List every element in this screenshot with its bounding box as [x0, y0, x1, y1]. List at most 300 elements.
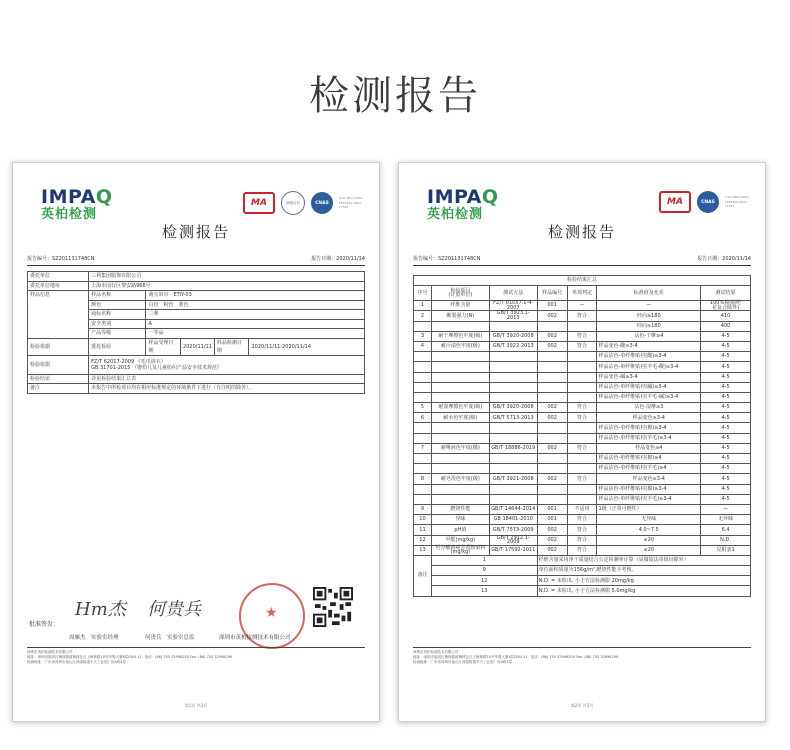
cert-text: ILAC MRA CNAS TESTING CNAS L7563 [725, 195, 749, 209]
table-cell [414, 423, 432, 433]
info-table [27, 271, 365, 394]
table-cell [489, 484, 537, 494]
table-cell: 4-5 [701, 433, 751, 443]
footer-divider [413, 647, 751, 648]
table-row [414, 362, 751, 372]
table-cell: 符合 [567, 535, 597, 545]
table-cell: 符合 [567, 413, 597, 423]
table-row [414, 504, 751, 514]
table-cell [537, 433, 567, 443]
table-cell: GB/T 3921-2008 [489, 474, 537, 484]
table-row [414, 535, 751, 545]
table-cell: 002 [537, 311, 567, 321]
table-cell: 002 [537, 474, 567, 484]
remark-no: 1 [431, 555, 537, 565]
table-cell: 4-5 [701, 331, 751, 341]
table-cell: 7 [414, 443, 432, 453]
signer-1: 周雁杰 实验室经理 [69, 635, 119, 641]
table-cell: 4-5 [701, 403, 751, 413]
table-cell: 4-5 [701, 352, 751, 362]
report-meta [413, 255, 751, 266]
table-row [414, 464, 751, 474]
stamp-star-icon: ★ [265, 605, 278, 621]
table-cell: 4.0~7.5 [597, 525, 701, 535]
table-cell: 6 [414, 413, 432, 423]
table-cell: 纬向≥180 [597, 321, 701, 331]
table-cell: 12 [414, 535, 432, 545]
sample-label: 样品信息 [28, 291, 89, 339]
table-cell [414, 392, 432, 402]
table-cell [537, 464, 567, 474]
table-cell: 符合 [567, 403, 597, 413]
cnas-icon: CNAS [311, 192, 333, 214]
table-cell: 002 [537, 341, 567, 351]
cma-mark-icon: MA [659, 191, 691, 213]
footer-line-3: 检测地址：广东省深圳市南山区西丽街道丰天工业园厂房A栋4层 [413, 660, 513, 664]
table-cell [431, 321, 489, 331]
table-cell: 耐皂洗色牢度(级) [431, 474, 489, 484]
table-row [414, 433, 751, 443]
table-cell [567, 352, 597, 362]
table-cell: 4-5 [701, 392, 751, 402]
footer-line-2: 地址：深圳市福田区梅林街道梅林社区上梅林路10号华骏大厦8层(804-1) 电话：(86) 755 32998200 Fax: (86) 755 32998299 [413, 655, 619, 659]
logo-cn: 英柏检测 [41, 207, 98, 222]
table-row [414, 392, 751, 402]
basis-label: 检验依据 [28, 338, 89, 355]
table-cell: 符合 [567, 341, 597, 351]
table-cell [567, 484, 597, 494]
cnas-seal-icon: 国家认可 [281, 191, 305, 215]
footer-line-1: 深圳市英柏检测技术有限公司 [413, 650, 459, 654]
test-date-label: 样品检测日期 [214, 338, 249, 355]
remark-text: 单位面积质量为156g/m²,燃烧性能不考核。 [537, 566, 750, 576]
page-number: 第2页 共3页 [570, 703, 594, 708]
table-cell [567, 423, 597, 433]
table-cell: 样品沾色-单纤维贴衬(酸)≥3-4 [597, 352, 701, 362]
footer-divider [27, 647, 365, 648]
table-cell [537, 392, 567, 402]
table-cell [414, 362, 432, 372]
remark-text: N.D. = 未检出, 小于方法检测限 20mg/kg [537, 576, 750, 586]
table-cell [567, 454, 597, 464]
table-row [414, 494, 751, 504]
remark-row [414, 566, 751, 576]
remark-text: 纤维含量采用净干质量结合公定回潮率计算（显微镜法单组份除外） [537, 555, 750, 565]
footer-line-1: 深圳市英柏检测技术有限公司 [27, 650, 73, 654]
table-cell: 沾色-干摩≥4 [597, 331, 701, 341]
table-cell [537, 484, 567, 494]
report-no-label: 报告编号： [413, 256, 439, 262]
report-date-label: 报告日期： [311, 256, 337, 262]
table-cell [489, 454, 537, 464]
table-cell: 9 [414, 504, 432, 514]
table-cell: 样品变色≥4 [597, 443, 701, 453]
table-cell: GB/T 17592-2011 [489, 545, 537, 555]
table-row [414, 311, 751, 321]
cert-marks [243, 191, 365, 215]
logo-en-q: Q [481, 186, 499, 208]
recv-label: 样品受理日期 [146, 338, 181, 355]
table-cell: 沾色-湿摩≥3 [597, 403, 701, 413]
table-row [414, 474, 751, 484]
table-cell: 样品变色≥3-4 [597, 413, 701, 423]
table-cell: 样品变色≥3-4 [597, 474, 701, 484]
brand-label: 商标名称 [89, 310, 146, 320]
table-cell [567, 362, 597, 372]
table-cell [414, 372, 432, 382]
table-cell: 002 [537, 525, 567, 535]
table-cell [489, 352, 537, 362]
grade-value: 一等品 [146, 329, 365, 339]
table-cell [567, 321, 597, 331]
color-value: 白色 粉色 蓝色 [146, 300, 365, 310]
table-row [414, 301, 751, 311]
col-header: 序号 [414, 286, 432, 301]
table-cell [537, 372, 567, 382]
name-value: 萌宝浴巾 ETIY-03 [146, 291, 365, 301]
table-cell: 样品沾色-单纤维贴衬(羊毛)≥4 [597, 464, 701, 474]
remark-no: 9 [431, 566, 537, 576]
table-cell: 4-5 [701, 464, 751, 474]
table-cell: 002 [537, 403, 567, 413]
remark-no: 13 [431, 586, 537, 596]
table-cell: 4-5 [701, 413, 751, 423]
cert-marks [659, 191, 751, 213]
table-cell: 4-5 [701, 474, 751, 484]
table-row [414, 372, 751, 382]
table-cell: 燃烧性能 [431, 504, 489, 514]
table-cell [567, 392, 597, 402]
cert-text: ILAC MRA CNAS TESTING CNAS L7563 [339, 196, 363, 210]
company-name: 深圳市英柏检测技术有限公司 [219, 635, 291, 641]
logo-en: IMPA [41, 186, 96, 208]
table-row [414, 341, 751, 351]
table-cell: N.D. [701, 535, 751, 545]
table-cell: 002 [537, 535, 567, 545]
footer-line-2: 地址：深圳市福田区梅林街道梅林社区上梅林路10号华骏大厦8层(804-1) 电话：(86) 755 32998200 Fax: (86) 755 32998299 [27, 655, 233, 659]
table-cell: 样品沾色-单纤维贴衬(羊毛)≥3-4 [597, 494, 701, 504]
table-cell [567, 382, 597, 392]
table-cell [431, 464, 489, 474]
table-cell: FZ/T 01057.1-4-2007 [489, 301, 537, 311]
table-cell [537, 382, 567, 392]
addr-label: 委托单位地址 [28, 281, 89, 291]
report-no: SZ201131748CN [52, 256, 95, 262]
signature-1: Hm杰 [75, 599, 126, 620]
grade-label: 产品等级 [89, 329, 146, 339]
table-cell [431, 372, 489, 382]
footer-line-3: 检测地址：广东省深圳市南山区西丽街道丰天工业园厂房A栋4层 [27, 660, 127, 664]
table-cell [431, 392, 489, 402]
qr-code-icon [313, 587, 353, 627]
table-cell: pH值 [431, 525, 489, 535]
table-cell: 耐水色牢度(级) [431, 413, 489, 423]
table-cell: 耐干摩擦色牢度(级) [431, 331, 489, 341]
table-cell: 4-5 [701, 382, 751, 392]
table-cell: 符合 [567, 331, 597, 341]
table-cell: 5 [414, 403, 432, 413]
table-cell [489, 392, 537, 402]
col-header: 检验项目 (计量单位) [431, 286, 489, 301]
table-cell [489, 433, 537, 443]
table-cell: 耐唾液色牢度(级) [431, 443, 489, 453]
table-cell: ≤20 [597, 545, 701, 555]
table-cell: 13 [414, 545, 432, 555]
table-cell: 样品沾色-单纤维贴衬(碱)≥3-4 [597, 382, 701, 392]
table-cell [414, 433, 432, 443]
table-cell: 4-5 [701, 423, 751, 433]
table-cell: 1 [414, 301, 432, 311]
signer-2: 何贵兵 实验室总监 [145, 635, 195, 641]
table-cell [414, 464, 432, 474]
table-row [414, 382, 751, 392]
table-cell: 4-5 [701, 494, 751, 504]
table-cell [414, 454, 432, 464]
table-cell: 甲醛(mg/kg) [431, 535, 489, 545]
table-row [414, 443, 751, 453]
table-cell: 符合 [567, 515, 597, 525]
safety-value: A [146, 319, 365, 329]
table-cell [537, 352, 567, 362]
remark-no: 12 [431, 576, 537, 586]
table-cell [414, 494, 432, 504]
impaq-logo [427, 187, 499, 222]
recv-value: 2020/11/11 [181, 338, 215, 355]
table-row [414, 484, 751, 494]
approve-label: 批准签发： [29, 621, 60, 628]
table-cell: GB/T 14644-2014 [489, 504, 537, 514]
table-cell: 001 [537, 301, 567, 311]
conclusion-label: 检验结论 [28, 374, 89, 384]
table-cell: 002 [537, 443, 567, 453]
table-row [414, 515, 751, 525]
table-cell: 经向≥180 [597, 311, 701, 321]
col-header: 标准值及允差 [597, 286, 701, 301]
table-cell [414, 321, 432, 331]
table-cell [537, 321, 567, 331]
table-cell: 样品沾色-单纤维贴衬(棉)≥3-4 [597, 423, 701, 433]
results-table [413, 275, 751, 597]
table-cell: 4-5 [701, 341, 751, 351]
remark-text: N.D. = 未检出, 小于方法检测限 5.0mg/kg [537, 586, 750, 596]
table-cell [537, 494, 567, 504]
remark-value: 本报告中所检项目均在相应标准规定的环境条件下进行（有注明的除外）。 [89, 384, 365, 394]
table-cell: 10 [414, 515, 432, 525]
table-row [414, 413, 751, 423]
table-cell [489, 372, 537, 382]
footer-text [27, 650, 365, 665]
table-cell: 无异味 [597, 515, 701, 525]
table-cell: 4-5 [701, 454, 751, 464]
table-cell: 耐湿摩擦色牢度(级) [431, 403, 489, 413]
table-cell: 符合 [567, 545, 597, 555]
table-cell [414, 352, 432, 362]
table-row [414, 423, 751, 433]
table-cell [537, 362, 567, 372]
report-date: 2020/11/14 [722, 256, 751, 262]
summary-title: 检验结果汇总 [414, 276, 751, 286]
table-row [414, 454, 751, 464]
table-cell: 002 [537, 545, 567, 555]
table-cell: 不适用 [567, 504, 597, 514]
table-cell: 纤维含量 [431, 301, 489, 311]
col-header: 样品编号 [537, 286, 567, 301]
col-header: 测试结果 [701, 286, 751, 301]
table-cell: 符合 [567, 311, 597, 321]
signature-2: 何贵兵 [147, 599, 201, 620]
table-cell: 8 [414, 474, 432, 484]
table-row [414, 352, 751, 362]
table-cell: ≤20 [597, 535, 701, 545]
color-label: 颜色 [89, 300, 146, 310]
addr-value: 上海市闵行区黎安路968号 [89, 281, 365, 291]
table-cell: 4-5 [701, 372, 751, 382]
table-cell: 可分解致癌芳香胺染料(mg/kg) [431, 545, 489, 555]
std-line-1: FZ/T 62017-2009 《毛巾浴衣》 [91, 358, 166, 365]
report-meta [27, 255, 365, 266]
remark-row [414, 586, 751, 596]
table-cell: 样品沾色-单纤维贴衬(羊毛-碱)≥3-4 [597, 392, 701, 402]
table-cell: — [597, 301, 701, 311]
page-title: 检测报告 [309, 73, 481, 119]
table-cell: 无异味 [701, 515, 751, 525]
name-label: 样品名称 [89, 291, 146, 301]
brand-value: 三利 [146, 310, 365, 320]
table-cell [431, 484, 489, 494]
report-date: 2020/11/14 [336, 256, 365, 262]
table-cell [489, 382, 537, 392]
table-cell: 002 [537, 413, 567, 423]
table-cell: 1级（正常可燃性） [597, 504, 701, 514]
table-cell: 样品沾色-单纤维贴衬(棉)≥4 [597, 454, 701, 464]
table-cell [567, 433, 597, 443]
table-cell: 样品变色-碱≥3-4 [597, 372, 701, 382]
table-row [414, 321, 751, 331]
table-row [414, 331, 751, 341]
table-cell: — [567, 301, 597, 311]
table-cell: GB/T 5713-2013 [489, 413, 537, 423]
table-cell: 符合 [567, 443, 597, 453]
table-cell: 410 [701, 311, 751, 321]
table-cell: 样品变色-酸≥3-4 [597, 341, 701, 351]
table-cell: 001 [537, 504, 567, 514]
table-cell [489, 494, 537, 504]
logo-en: IMPA [427, 186, 482, 208]
logo-cn: 英柏检测 [427, 207, 484, 222]
table-cell [537, 454, 567, 464]
safety-label: 安全类别 [89, 319, 146, 329]
doc-title: 检测报告 [547, 223, 616, 241]
table-cell: 400 [701, 321, 751, 331]
table-cell: — [701, 504, 751, 514]
table-cell [489, 464, 537, 474]
results-header-row [414, 286, 751, 301]
table-cell: 4 [414, 341, 432, 351]
report-no: SZ201131748CN [438, 256, 481, 262]
table-cell: GB/T 18886-2019 [489, 443, 537, 453]
report-no-label: 报告编号： [27, 256, 53, 262]
table-row [414, 403, 751, 413]
table-cell [431, 454, 489, 464]
table-row [414, 525, 751, 535]
cnas-icon: CNAS [697, 191, 719, 213]
mode-label: 委托检验 [89, 338, 146, 355]
table-cell [489, 423, 537, 433]
std-label: 检验依据 [28, 355, 89, 374]
client-value: 三利集团服饰有限公司 [89, 272, 365, 282]
table-cell: 11 [414, 525, 432, 535]
footer-text [413, 650, 751, 665]
table-cell: 异味 [431, 515, 489, 525]
cma-mark-icon: MA [243, 192, 275, 214]
table-cell: GB 18401-2010 [489, 515, 537, 525]
table-cell: GB/T 3920-2008 [489, 331, 537, 341]
report-page-1 [12, 162, 380, 722]
table-cell: GB/T 3920-2008 [489, 403, 537, 413]
report-page-2 [398, 162, 766, 722]
col-header: 测试方法 [489, 286, 537, 301]
table-cell: GB/T 2912.1-2009 [489, 535, 537, 545]
table-cell: 002 [537, 331, 567, 341]
remarks-label: 备注 [414, 555, 432, 596]
remark-row [414, 576, 751, 586]
page-number: 第1页 共3页 [184, 703, 208, 708]
remark-row [414, 555, 751, 565]
table-cell [431, 352, 489, 362]
table-cell: 符合 [567, 474, 597, 484]
table-cell [567, 372, 597, 382]
report-date-label: 报告日期： [697, 256, 723, 262]
conclusion-value: 详见检验结果汇总表 [89, 374, 365, 384]
table-cell: GB/T 3923.1-2013 [489, 311, 537, 321]
table-cell: 3 [414, 331, 432, 341]
table-cell: 样品沾色-单纤维贴衬(棉)≥3-4 [597, 484, 701, 494]
table-cell [489, 362, 537, 372]
table-cell: 2 [414, 311, 432, 321]
table-cell: 断裂强力(N) [431, 311, 489, 321]
table-cell: 4-5 [701, 484, 751, 494]
table-cell [414, 382, 432, 392]
std-line-2: GB 31701-2015 《婴幼儿及儿童纺织产品安全技术规范》 [91, 364, 223, 371]
logo-en-q: Q [95, 186, 113, 208]
table-cell: 001 [537, 515, 567, 525]
table-cell: 耐汗渍色牢度(级) [431, 341, 489, 351]
table-cell: 样品沾色-单纤维贴衬(羊毛-酸)≥3-4 [597, 362, 701, 372]
table-cell: 6.4 [701, 525, 751, 535]
table-cell: 见附表1 [701, 545, 751, 555]
impaq-logo [41, 187, 113, 222]
table-cell [414, 484, 432, 494]
test-date-value: 2020/11/11-2020/11/14 [249, 338, 365, 355]
table-cell: 样品沾色-单纤维贴衬(羊毛)≥3-4 [597, 433, 701, 443]
table-cell: 4-5 [701, 443, 751, 453]
table-cell [489, 321, 537, 331]
remark-label: 备注 [28, 384, 89, 394]
table-cell [567, 494, 597, 504]
table-cell [431, 423, 489, 433]
table-cell: 符合 [567, 525, 597, 535]
table-cell [431, 382, 489, 392]
table-cell: 100%棉(腈纶 花复合除外) [701, 301, 751, 311]
col-header: 单项判定 [567, 286, 597, 301]
table-row [414, 545, 751, 555]
table-cell [567, 464, 597, 474]
table-cell [431, 433, 489, 443]
table-cell: GB/T 3922-2013 [489, 341, 537, 351]
table-cell [537, 423, 567, 433]
client-label: 委托单位 [28, 272, 89, 282]
doc-title: 检测报告 [161, 223, 230, 241]
